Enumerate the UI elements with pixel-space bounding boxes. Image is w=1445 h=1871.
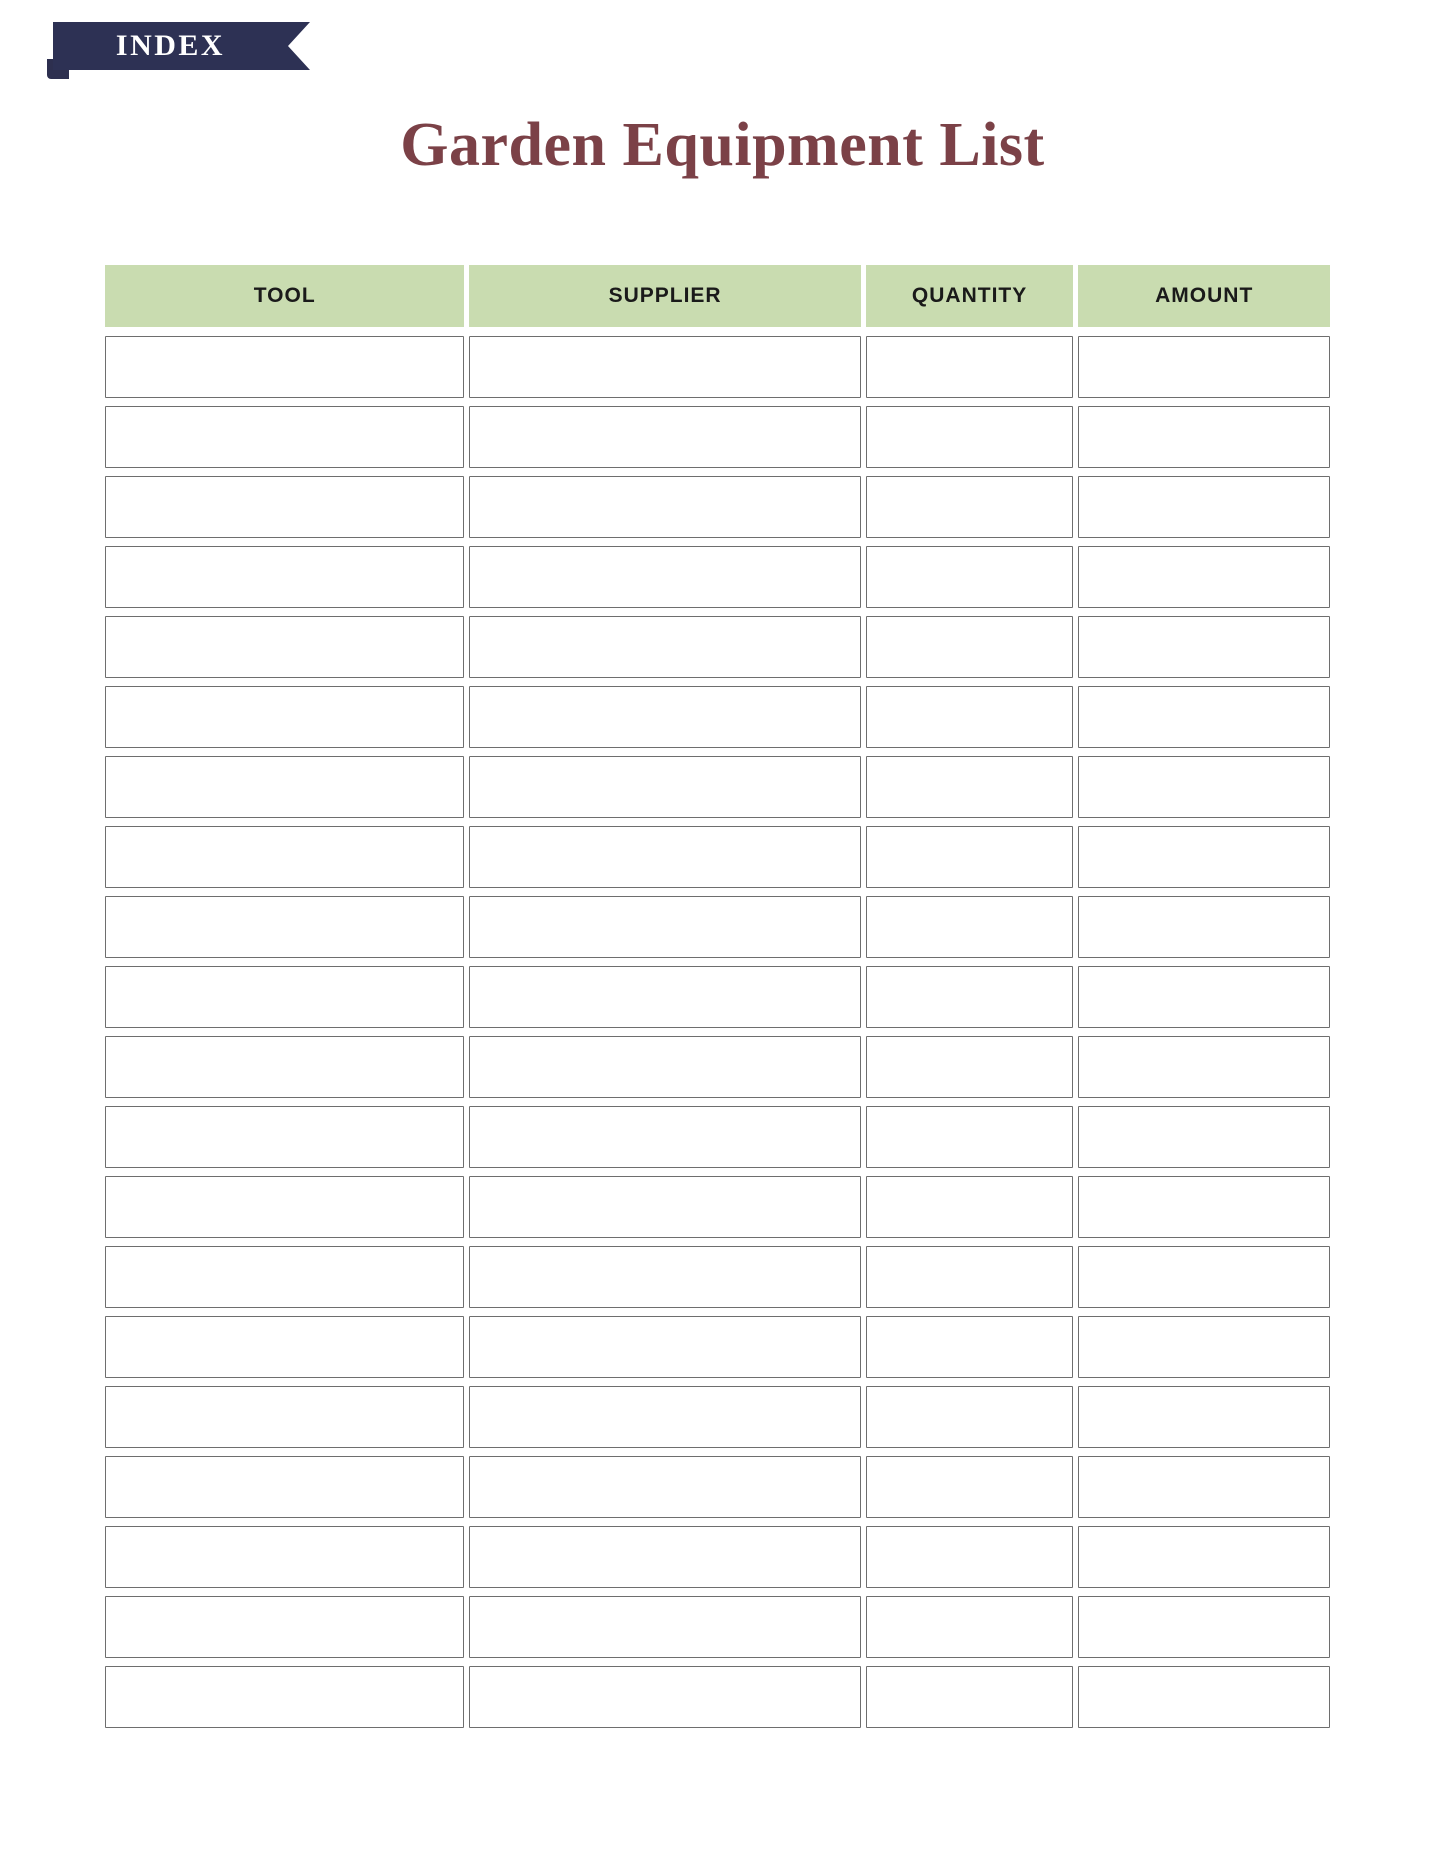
table-row bbox=[105, 826, 1330, 888]
cell-amount[interactable] bbox=[1078, 546, 1330, 608]
table-row bbox=[105, 1176, 1330, 1238]
cell-quantity[interactable] bbox=[866, 1526, 1074, 1588]
table-row bbox=[105, 896, 1330, 958]
cell-quantity[interactable] bbox=[866, 896, 1074, 958]
cell-quantity[interactable] bbox=[866, 406, 1074, 468]
cell-tool[interactable] bbox=[105, 966, 464, 1028]
cell-supplier[interactable] bbox=[469, 1106, 860, 1168]
cell-quantity[interactable] bbox=[866, 1106, 1074, 1168]
table-row bbox=[105, 686, 1330, 748]
cell-quantity[interactable] bbox=[866, 616, 1074, 678]
cell-amount[interactable] bbox=[1078, 966, 1330, 1028]
cell-quantity[interactable] bbox=[866, 756, 1074, 818]
cell-supplier[interactable] bbox=[469, 826, 860, 888]
column-header-tool: TOOL bbox=[105, 265, 464, 327]
cell-supplier[interactable] bbox=[469, 406, 860, 468]
cell-amount[interactable] bbox=[1078, 1666, 1330, 1728]
cell-supplier[interactable] bbox=[469, 336, 860, 398]
cell-quantity[interactable] bbox=[866, 1316, 1074, 1378]
cell-tool[interactable] bbox=[105, 1106, 464, 1168]
cell-amount[interactable] bbox=[1078, 1596, 1330, 1658]
cell-supplier[interactable] bbox=[469, 1596, 860, 1658]
page-title: Garden Equipment List bbox=[400, 111, 1045, 179]
cell-tool[interactable] bbox=[105, 336, 464, 398]
table-row bbox=[105, 1106, 1330, 1168]
cell-supplier[interactable] bbox=[469, 896, 860, 958]
column-header-amount: AMOUNT bbox=[1078, 265, 1330, 327]
cell-amount[interactable] bbox=[1078, 1176, 1330, 1238]
cell-amount[interactable] bbox=[1078, 616, 1330, 678]
table-row bbox=[105, 616, 1330, 678]
table-row bbox=[105, 336, 1330, 398]
cell-quantity[interactable] bbox=[866, 686, 1074, 748]
cell-amount[interactable] bbox=[1078, 896, 1330, 958]
cell-tool[interactable] bbox=[105, 826, 464, 888]
cell-quantity[interactable] bbox=[866, 1456, 1074, 1518]
cell-amount[interactable] bbox=[1078, 686, 1330, 748]
cell-tool[interactable] bbox=[105, 1596, 464, 1658]
cell-quantity[interactable] bbox=[866, 1176, 1074, 1238]
cell-supplier[interactable] bbox=[469, 546, 860, 608]
cell-amount[interactable] bbox=[1078, 476, 1330, 538]
cell-tool[interactable] bbox=[105, 476, 464, 538]
cell-tool[interactable] bbox=[105, 546, 464, 608]
column-header-supplier: SUPPLIER bbox=[469, 265, 860, 327]
cell-tool[interactable] bbox=[105, 1386, 464, 1448]
table-row bbox=[105, 756, 1330, 818]
cell-quantity[interactable] bbox=[866, 476, 1074, 538]
cell-amount[interactable] bbox=[1078, 1526, 1330, 1588]
cell-amount[interactable] bbox=[1078, 406, 1330, 468]
cell-tool[interactable] bbox=[105, 616, 464, 678]
cell-amount[interactable] bbox=[1078, 1036, 1330, 1098]
cell-amount[interactable] bbox=[1078, 756, 1330, 818]
table-row bbox=[105, 1596, 1330, 1658]
cell-supplier[interactable] bbox=[469, 1176, 860, 1238]
cell-quantity[interactable] bbox=[866, 966, 1074, 1028]
ribbon-label: INDEX bbox=[115, 29, 226, 62]
index-ribbon bbox=[47, 14, 342, 84]
cell-tool[interactable] bbox=[105, 1176, 464, 1238]
cell-supplier[interactable] bbox=[469, 1526, 860, 1588]
cell-quantity[interactable] bbox=[866, 1596, 1074, 1658]
cell-amount[interactable] bbox=[1078, 1316, 1330, 1378]
table-header-row bbox=[105, 265, 1330, 327]
table-body bbox=[105, 336, 1330, 1728]
table-row bbox=[105, 476, 1330, 538]
table-row bbox=[105, 546, 1330, 608]
cell-supplier[interactable] bbox=[469, 1456, 860, 1518]
cell-tool[interactable] bbox=[105, 1036, 464, 1098]
cell-amount[interactable] bbox=[1078, 336, 1330, 398]
cell-quantity[interactable] bbox=[866, 1246, 1074, 1308]
cell-tool[interactable] bbox=[105, 756, 464, 818]
cell-quantity[interactable] bbox=[866, 1666, 1074, 1728]
cell-tool[interactable] bbox=[105, 406, 464, 468]
cell-quantity[interactable] bbox=[866, 826, 1074, 888]
cell-quantity[interactable] bbox=[866, 1386, 1074, 1448]
ribbon-point-shape bbox=[288, 22, 310, 70]
cell-supplier[interactable] bbox=[469, 1316, 860, 1378]
cell-supplier[interactable] bbox=[469, 686, 860, 748]
cell-tool[interactable] bbox=[105, 1666, 464, 1728]
cell-supplier[interactable] bbox=[469, 616, 860, 678]
equipment-table bbox=[105, 265, 1330, 1736]
cell-supplier[interactable] bbox=[469, 756, 860, 818]
cell-amount[interactable] bbox=[1078, 1456, 1330, 1518]
table-row bbox=[105, 1246, 1330, 1308]
cell-tool[interactable] bbox=[105, 1246, 464, 1308]
table-row bbox=[105, 1666, 1330, 1728]
cell-tool[interactable] bbox=[105, 1316, 464, 1378]
cell-amount[interactable] bbox=[1078, 826, 1330, 888]
cell-supplier[interactable] bbox=[469, 1036, 860, 1098]
cell-supplier[interactable] bbox=[469, 966, 860, 1028]
table-row bbox=[105, 1456, 1330, 1518]
cell-supplier[interactable] bbox=[469, 476, 860, 538]
ribbon-body-shape bbox=[53, 22, 288, 70]
cell-quantity[interactable] bbox=[866, 1036, 1074, 1098]
cell-tool[interactable] bbox=[105, 896, 464, 958]
table-row bbox=[105, 406, 1330, 468]
cell-supplier[interactable] bbox=[469, 1246, 860, 1308]
cell-supplier[interactable] bbox=[469, 1666, 860, 1728]
cell-tool[interactable] bbox=[105, 1456, 464, 1518]
column-header-quantity: QUANTITY bbox=[866, 265, 1074, 327]
cell-tool[interactable] bbox=[105, 686, 464, 748]
table-row bbox=[105, 1386, 1330, 1448]
cell-quantity[interactable] bbox=[866, 336, 1074, 398]
cell-amount[interactable] bbox=[1078, 1106, 1330, 1168]
cell-tool[interactable] bbox=[105, 1526, 464, 1588]
table-row bbox=[105, 966, 1330, 1028]
cell-quantity[interactable] bbox=[866, 546, 1074, 608]
table-row bbox=[105, 1526, 1330, 1588]
cell-amount[interactable] bbox=[1078, 1386, 1330, 1448]
table-row bbox=[105, 1036, 1330, 1098]
table-row bbox=[105, 1316, 1330, 1378]
cell-amount[interactable] bbox=[1078, 1246, 1330, 1308]
cell-supplier[interactable] bbox=[469, 1386, 860, 1448]
